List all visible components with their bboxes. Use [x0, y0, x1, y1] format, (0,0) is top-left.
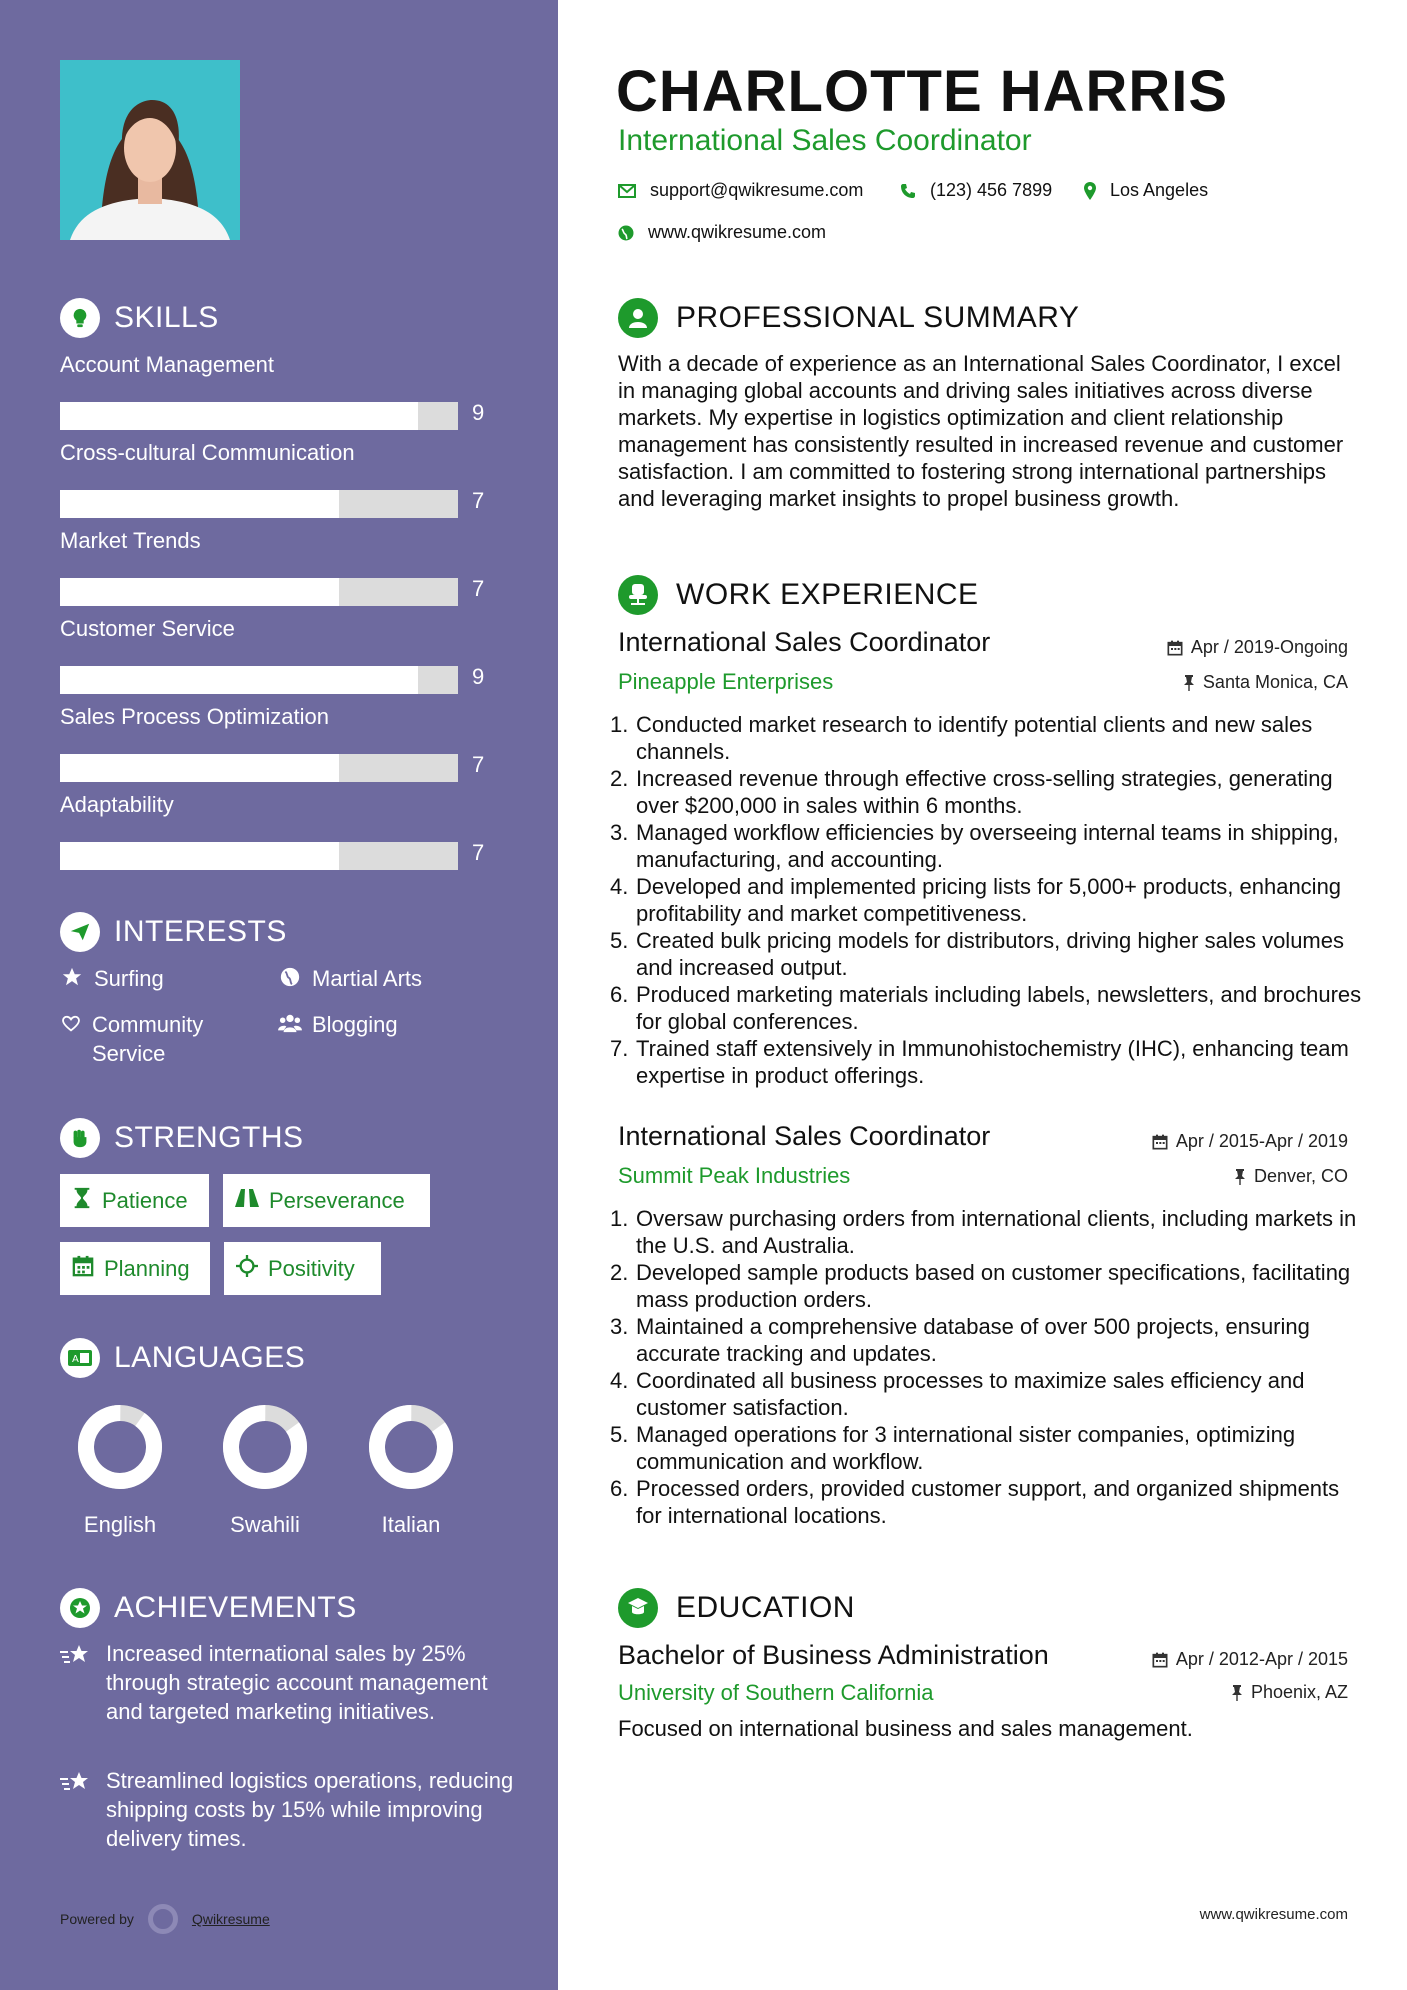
- contact-phone[interactable]: [900, 180, 1052, 201]
- job-location-text: Santa Monica, CA: [1202, 672, 1348, 692]
- users-icon: [278, 1010, 302, 1039]
- skill-label: Adaptability: [60, 792, 174, 817]
- skill-value: 7: [472, 576, 485, 601]
- interest-label: Community Service: [92, 1012, 204, 1066]
- achievements-heading-text: ACHIEVEMENTS: [114, 1591, 357, 1624]
- job-bullets: [610, 1205, 1370, 1529]
- languages-heading-text: LANGUAGES: [114, 1341, 306, 1374]
- hourglass-icon: [72, 1187, 92, 1215]
- job-bullet: 6. Processed orders, provided customer support, and organized shipments for international locations.: [610, 1476, 1340, 1528]
- job-dates: [1152, 1131, 1348, 1152]
- achievement-text: Increased international sales by 25% through strategic account management and targeted marketing initiatives.: [106, 1641, 488, 1724]
- skill-value: 7: [472, 752, 485, 777]
- candidate-name: CHARLOTTE HARRIS: [616, 59, 1229, 124]
- language-swahili: [205, 1403, 325, 1538]
- strength-patience: [60, 1174, 209, 1227]
- job-dates-text: Apr / 2015-Apr / 2019: [1175, 1131, 1348, 1151]
- job-bullet: 7. Trained staff extensively in Immunohistochemistry (IHC), enhancing team expertise in product offerings.: [610, 1036, 1349, 1088]
- job-bullet: 5. Managed operations for 3 international sister companies, optimizing communication and workflow.: [610, 1422, 1296, 1474]
- job-bullet: 2. Developed sample products based on customer specifications, facilitating mass production orders.: [610, 1260, 1351, 1312]
- skill-account-management: [60, 352, 500, 425]
- education-degree: Bachelor of Business Administration: [618, 1640, 1049, 1670]
- pushpin-icon: [1231, 1685, 1243, 1701]
- interest-label: Surfing: [94, 966, 164, 991]
- interests-heading: [60, 912, 287, 952]
- experience-heading-text: WORK EXPERIENCE: [676, 578, 979, 611]
- interest-community-service: [60, 1010, 240, 1068]
- heart-outline-icon: [60, 1010, 82, 1068]
- skill-adaptability: [60, 792, 500, 865]
- summary-text: With a decade of experience as an International Sales Coordinator, I excel in managing global accounts and driving sales initiatives across diverse markets. My expertise in logistics optimization and client relationship management has consistently resulted in increased revenue and customer satisfaction. I am committed to fostering strong international partnerships and leveraging market insights to propel business growth.: [618, 351, 1344, 511]
- education-heading: [618, 1588, 855, 1628]
- job-location: [1183, 672, 1348, 693]
- languages-heading: [60, 1338, 305, 1378]
- svg-text:A: A: [72, 1354, 80, 1365]
- education-location-text: Phoenix, AZ: [1250, 1682, 1348, 1702]
- skill-label: Customer Service: [60, 616, 235, 641]
- strength-label: Planning: [104, 1255, 190, 1281]
- skill-bar: [60, 666, 458, 694]
- job-bullet: 6. Produced marketing materials including labels, newsletters, and brochures for global conferences.: [610, 982, 1362, 1034]
- job-bullets: [610, 711, 1370, 1089]
- fist-icon: [60, 1118, 100, 1158]
- qwikresume-logo-icon: [148, 1904, 178, 1934]
- interest-surfing: [60, 964, 164, 993]
- skill-label: Market Trends: [60, 528, 201, 553]
- contact-website[interactable]: [618, 222, 826, 243]
- strengths-heading: [60, 1118, 304, 1158]
- interest-blogging: [278, 1010, 398, 1039]
- translate-icon: [60, 1338, 100, 1378]
- skill-bar: [60, 578, 458, 606]
- job-location: [1234, 1166, 1348, 1187]
- user-icon: [618, 298, 658, 338]
- education-dates-text: Apr / 2012-Apr / 2015: [1175, 1649, 1348, 1669]
- strength-perseverance: [223, 1174, 430, 1227]
- language-italian: [351, 1403, 471, 1538]
- lightbulb-icon: [60, 298, 100, 338]
- summary-heading-text: PROFESSIONAL SUMMARY: [676, 301, 1080, 334]
- skills-heading: [60, 298, 219, 338]
- language-donut: [205, 1403, 325, 1493]
- sidebar: [0, 0, 558, 1990]
- interest-label: Martial Arts: [312, 966, 423, 991]
- qwikresume-link[interactable]: Qwikresume: [191, 1911, 270, 1927]
- job-bullet: 3. Managed workflow efficiencies by overseeing internal teams in shipping, manufacturing, and accounting.: [610, 820, 1339, 872]
- job-bullet: 4. Coordinated all business processes to maximize sales efficiency and customer satisfaction.: [610, 1368, 1305, 1420]
- road-icon: [235, 1188, 259, 1214]
- skill-bar: [60, 490, 458, 518]
- contact-email[interactable]: [618, 180, 863, 201]
- powered-by-label: Powered by: [60, 1911, 134, 1927]
- star-badge-icon: [60, 1588, 100, 1628]
- star-icon: [60, 964, 84, 993]
- skill-cross-cultural-communication: [60, 440, 500, 513]
- skill-value: 9: [472, 400, 485, 425]
- skill-bar-fill: [60, 754, 339, 782]
- office-chair-icon: [618, 575, 658, 615]
- interest-label: Blogging: [312, 1012, 398, 1037]
- envelope-icon: [618, 184, 636, 198]
- graduation-icon: [618, 1588, 658, 1628]
- globe-icon: [618, 225, 634, 241]
- sun-icon: [236, 1255, 258, 1283]
- website-text: www.qwikresume.com: [648, 222, 827, 242]
- skill-label: Cross-cultural Communication: [60, 440, 355, 465]
- job-title: International Sales Coordinator: [618, 627, 991, 657]
- skill-sales-process-optimization: [60, 704, 500, 777]
- skill-bar-fill: [60, 666, 418, 694]
- skill-bar-fill: [60, 402, 418, 430]
- shooting-star-icon: [60, 1766, 94, 1853]
- achievement-item: [60, 1766, 520, 1853]
- skill-label: Account Management: [60, 352, 275, 377]
- summary-heading: [618, 298, 1079, 338]
- pushpin-icon: [1234, 1169, 1246, 1185]
- language-label: Italian: [381, 1512, 441, 1537]
- language-donut: [351, 1403, 471, 1493]
- achievement-item: [60, 1639, 520, 1726]
- skill-bar: [60, 842, 458, 870]
- calendar-icon: [1152, 1134, 1168, 1150]
- skill-bar-fill: [60, 578, 339, 606]
- candidate-title: International Sales Coordinator: [618, 124, 1032, 157]
- skill-bar: [60, 754, 458, 782]
- calendar-icon: [1152, 1652, 1168, 1668]
- strength-planning: [60, 1242, 210, 1295]
- language-label: Swahili: [230, 1512, 300, 1537]
- interest-martial-arts: [278, 964, 422, 993]
- education-dates: [1152, 1649, 1348, 1670]
- footer-url[interactable]: www.qwikresume.com: [1199, 1906, 1348, 1923]
- strength-label: Patience: [102, 1187, 188, 1213]
- main-content: [558, 0, 1407, 1990]
- shooting-star-icon: [60, 1639, 94, 1726]
- achievements-heading: [60, 1588, 357, 1628]
- job-dates-text: Apr / 2019-Ongoing: [1190, 637, 1348, 657]
- education-heading-text: EDUCATION: [676, 1591, 855, 1624]
- language-english: [60, 1403, 180, 1538]
- profile-photo: [60, 60, 240, 240]
- job-company: Summit Peak Industries: [618, 1163, 851, 1188]
- job-title: International Sales Coordinator: [618, 1121, 991, 1151]
- job-bullet: 2. Increased revenue through effective cross-selling strategies, generating over $200,000 in sales within 6 months.: [610, 766, 1333, 818]
- strength-label: Positivity: [268, 1255, 355, 1281]
- job-dates: [1167, 637, 1348, 658]
- phone-icon: [900, 183, 916, 199]
- skills-heading-text: SKILLS: [114, 301, 219, 334]
- pushpin-icon: [1183, 675, 1195, 691]
- skill-bar-fill: [60, 490, 339, 518]
- skill-value: 7: [472, 488, 485, 513]
- powered-by: [60, 1904, 270, 1934]
- skill-bar: [60, 402, 458, 430]
- phone-text: (123) 456 7899: [930, 180, 1053, 200]
- education-location: [1231, 1682, 1348, 1703]
- email-text: support@qwikresume.com: [650, 180, 864, 200]
- skill-value: 9: [472, 664, 485, 689]
- skill-label: Sales Process Optimization: [60, 704, 329, 729]
- map-pin-icon: [1084, 182, 1096, 200]
- skill-market-trends: [60, 528, 500, 601]
- location-text: Los Angeles: [1110, 180, 1209, 200]
- job-company: Pineapple Enterprises: [618, 669, 834, 694]
- strength-positivity: [224, 1242, 381, 1295]
- job-bullet: 1. Conducted market research to identify potential clients and new sales channels.: [610, 712, 1313, 764]
- strength-label: Perseverance: [269, 1187, 405, 1213]
- strengths-heading-text: STRENGTHS: [114, 1121, 304, 1154]
- job-bullet: 4. Developed and implemented pricing lists for 5,000+ products, enhancing profitability and market competitiveness.: [610, 874, 1342, 926]
- education-school: University of Southern California: [618, 1680, 934, 1705]
- job-bullet: 3. Maintained a comprehensive database of over 500 projects, ensuring accurate tracking and updates.: [610, 1314, 1310, 1366]
- globe-icon: [278, 964, 302, 993]
- paper-plane-icon: [60, 912, 100, 952]
- interests-heading-text: INTERESTS: [114, 915, 287, 948]
- calendar-icon: [72, 1255, 94, 1283]
- language-label: English: [83, 1512, 157, 1537]
- achievement-text: Streamlined logistics operations, reducing shipping costs by 15% while improving delivery times.: [106, 1768, 514, 1851]
- skill-customer-service: [60, 616, 500, 689]
- experience-heading: [618, 575, 979, 615]
- calendar-icon: [1167, 640, 1183, 656]
- contact-location: [1084, 180, 1208, 201]
- job-bullet: 1. Oversaw purchasing orders from international clients, including markets in the U.S. and Australia.: [610, 1206, 1357, 1258]
- skill-bar-fill: [60, 842, 339, 870]
- job-bullet: 5. Created bulk pricing models for distributors, driving higher sales volumes and increased output.: [610, 928, 1344, 980]
- education-description: Focused on international business and sales management.: [618, 1716, 1193, 1741]
- job-location-text: Denver, CO: [1253, 1166, 1348, 1186]
- skill-value: 7: [472, 840, 485, 865]
- language-donut: [60, 1403, 180, 1493]
